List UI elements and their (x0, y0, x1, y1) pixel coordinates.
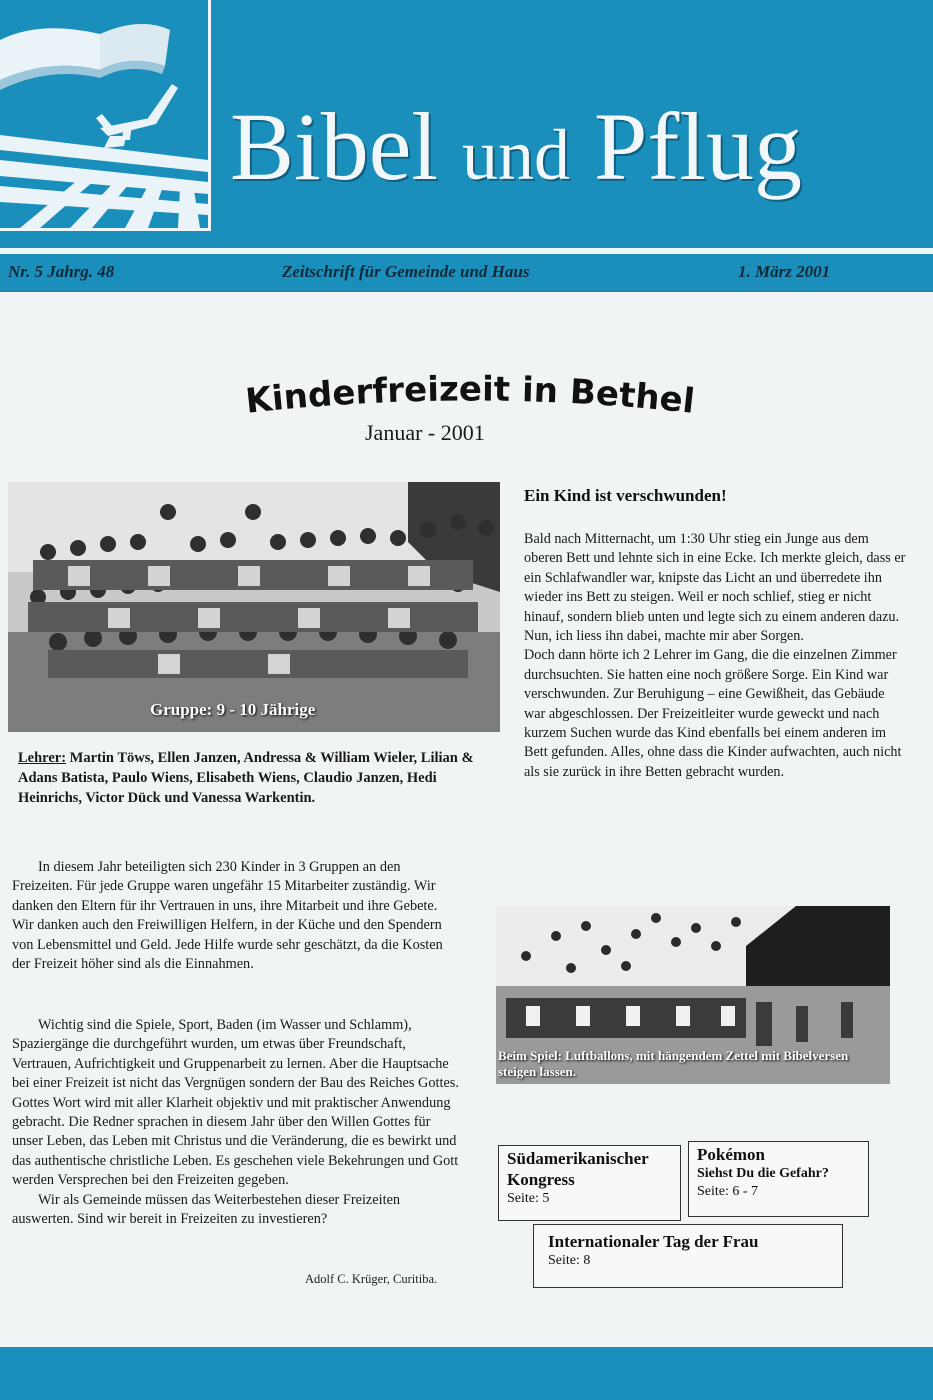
box-kongress-title: Südamerikanischer Kongress (507, 1149, 649, 1189)
article-body-2 (12, 1016, 462, 1229)
magazine-title (230, 92, 930, 202)
story-paragraph: Bald nach Mitternacht, um 1:30 Uhr stieg ein Junge aus dem oberen Bett und lehnte sich in eine Ecke. Ich merkte gleich, dass er ein Schlafwandler war, knipste das Licht an und überredete ihn wieder ins Bett zu steigen. Weil er noch schlief, stieg er nicht hinauf, sondern blieb unten und legte sich zu einem anderen dazu. Nun, ich liess ihn dabei, machte mir aber Sorgen. (524, 531, 906, 645)
masthead-bar (0, 254, 933, 290)
group-photo (8, 482, 500, 732)
body-paragraph: In diesem Jahr beteiligten sich 230 Kinder in 3 Gruppen an den Freizeiten. Für jede Gruppe waren ungefähr 15 Mitarbeiter zuständig. Wir danken den Eltern für ihr Vertrauen in uns, ihre Mitarbeit und ihre Gebete. Wir danken auch den Freiwilligen Helfern, in der Küche und den Spendern von Lebensmittel und Geld. Jede Hilfe wurde sehr geschätzt, da die Kosten der Freizeit höher sind als die Einnahmen. (12, 859, 443, 973)
photo1-caption: Gruppe: 9 - 10 Jährige (150, 700, 316, 719)
story-title: Ein Kind ist verschwunden! (524, 486, 727, 505)
balloon-photo (496, 906, 890, 1084)
cover-page (0, 292, 933, 1347)
svg-text:Kinderfreizeit in Bethel: Kinderfreizeit in Bethel (243, 369, 697, 422)
box-kongress-page: Seite: 5 (507, 1191, 550, 1206)
box-frauentag-page: Seite: 8 (548, 1253, 591, 1268)
open-book-plough-icon (0, 0, 208, 228)
bottom-band (0, 1347, 933, 1400)
story-text (524, 530, 909, 782)
box-frauentag (533, 1224, 843, 1288)
box-pokemon (688, 1141, 869, 1217)
box-kongress (498, 1145, 681, 1221)
box-pokemon-title: Pokémon (697, 1145, 765, 1164)
box-frauentag-title: Internationaler Tag der Frau (548, 1232, 759, 1251)
photo2-caption: Beim Spiel: Luftballons, mit hängendem Zettel mit Bibelversen steigen lassen. (498, 1048, 849, 1079)
issue-date: 1. März 2001 (738, 262, 831, 281)
author-signature: Adolf C. Krüger, Curitiba. (305, 1272, 438, 1286)
title-word-pflug: Pflug (593, 93, 803, 200)
title-word-und: und (461, 115, 570, 195)
box-pokemon-subtitle: Siehst Du die Gefahr? (697, 1166, 829, 1181)
teachers-names: Martin Töws, Ellen Janzen, Andressa & William Wieler, Lilian & Adans Batista, Paulo Wiens, Elisabeth Wiens, Claudio Janzen, Hedi Heinrichs, Victor Dück und Vanessa Warkentin. (18, 750, 474, 806)
article-body-1 (12, 858, 462, 974)
box-pokemon-page: Seite: 6 - 7 (697, 1184, 759, 1199)
body-paragraph: Wichtig sind die Spiele, Sport, Baden (im Wasser und Schlamm), Spaziergänge die durchgeführt wurden, um etwas über Freundschaft, Vertrauen, Aufrichtigkeit und Gruppenarbeit zu lernen. Aber die Hauptsache bei einer Freizeit ist nicht das Vergnügen sondern der Bau des Reiches Gottes. Gottes Wort wird mit aller Klarheit objektiv und mit praktischer Anwendung gebracht. Die Redner sprachen in diesem Jahr über den Willen Gottes für unser Leben, das Leben mit Christus und die Veränderung, die es bewirkt und das authentische christliche Leben. Es geschehen viele Bekehrungen und Gott werden Versprechen bei den Freizeiten gegeben. (12, 1017, 459, 1189)
magazine-subtitle: Zeitschrift für Gemeinde und Haus (282, 262, 530, 281)
issue-number: Nr. 5 Jahrg. 48 (8, 262, 115, 281)
story-paragraph: Doch dann hörte ich 2 Lehrer im Gang, die die einzelnen Zimmer durchsuchten. Sie hatten eine noch größere Sorge. Ein Kind war verschwunden. Zur Beruhigung – eine Gewißheit, das Gebäude war abgeschlossen. Der Freizeitleiter wurde geweckt und nach kurzem Suchen wurde das Kind ebenfalls bei einem anderen im Bett gefunden. Alles, ohne dass die Kinder aufwachten, auch nicht als sie zurück in ihre Betten gebracht wurden. (524, 647, 902, 780)
teachers-list (18, 748, 493, 808)
article-subhead: Januar - 2001 (365, 420, 485, 445)
children-group-image (8, 482, 500, 732)
title-word-bibel: Bibel (230, 93, 438, 200)
bible-plough-logo (0, 0, 211, 231)
teachers-label: Lehrer: (18, 750, 67, 766)
magazine-header (0, 0, 933, 248)
body-paragraph: Wir als Gemeinde müssen das Weiterbestehen dieser Freizeiten auswerten. Sind wir bereit in Freizeiten zu investieren? (12, 1191, 401, 1228)
